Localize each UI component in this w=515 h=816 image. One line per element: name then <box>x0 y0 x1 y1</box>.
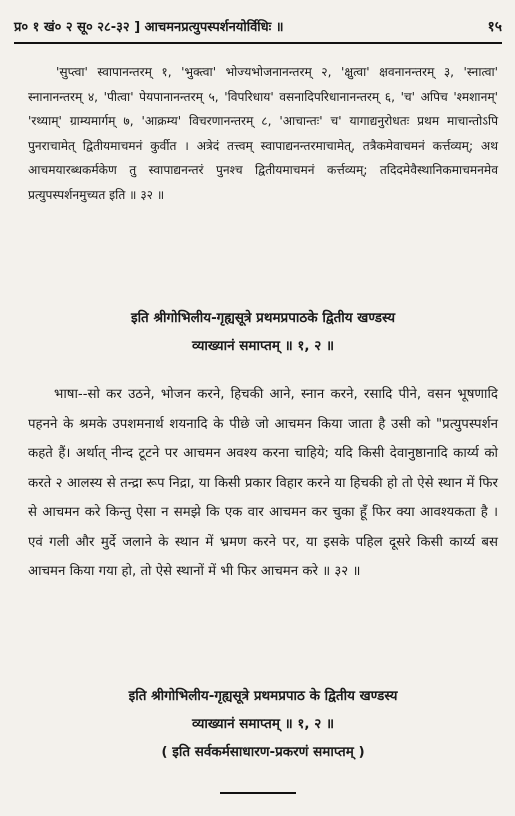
header-rule <box>14 42 502 44</box>
hindi-colophon-line2: व्याख्यानं समाप्तम् ॥ १, २ ॥ <box>191 716 335 732</box>
closing-rule <box>220 792 296 794</box>
sanskrit-commentary: 'सुप्त्वा' स्वापानन्तरम् १, 'भुक्त्वा' भोज्यभोजनानन्तरम् २, 'क्षुत्वा' क्षवनानन्तरम् ३, 'स्नात्वा' स्नानानन्तरम् ४, 'पीत्वा' पेयपानानन्तरम् ५, 'विपरिधाय' वसनादिपरिधानानन्तरम् ६, 'च' अपिच 'श्मशानम्' 'रथ्याम्' ग्राम्यमार्गम् ७, 'आक्रम्य' विचरणानन्तरम् ८, 'आचान्तः' च' यागाद्यनुरोधतः प्रथम माचान्तोऽपि पुनराचामेत् द्वितीयमाचमनं कुर्वीत । अत्रेदं तत्त्वम् स्वापाद्यनन्तरमाचामेत्, तत्रैकमेवाचमनं कर्त्तव्यम्; अथ आचमयारब्धकर्मकेण तु स्वापाद्यनन्तरं पुनश्च द्वितीयमाचमनं कर्त्तव्यम्; तदिदमेवैस्थानिकमाचमनमेव प्रत्युपस्पर्शनमुच्यत इति ॥ ३२ ॥ <box>28 65 498 202</box>
hindi-colophon <box>28 682 498 766</box>
page-number: १५ <box>487 18 502 35</box>
hindi-colophon-line3: ( इति सर्वकर्मसाधारण-प्रकरणं समाप्तम् ) <box>161 744 365 760</box>
hindi-colophon-line1: इति श्रीगोभिलीय-गृह्यसूत्रे प्रथमप्रपाठ के द्वितीय खण्डस्य <box>128 688 398 704</box>
hindi-commentary: भाषा--सो कर उठने, भोजन करने, हिचकी आने, स्नान करने, रसादि पीने, वसन भूषणादि पहनने के श्रमके उपशमनार्थ शयनादि के पीछे जो आचमन किया जाता है उसी को "प्रत्युपस्पर्शन कहते हैं। अर्थात् नीन्द टूटने पर आचमन अवश्य करना चाहिये; यदि किसी देवानुष्ठानादि कार्य्य को करते २ आलस्य से तन्द्रा रूप निद्रा, या किसी प्रकार विहार करने या हिचकी हो तो ऐसे स्थान में फिर से आचमन करे किन्तु ऐसा न समझे कि एक वार आचमन कर चुका हूँ फिर क्या आवश्यकता है । एवं गली और मुर्दे जलाने के स्थान में भ्रमण करने पर, या इसके पहिल दूसरे किसी कार्य्य बस आचमन किया गया हो, तो ऐसे स्थानों में भी फिर आचमन करे ॥ ३२ ॥ <box>28 387 498 579</box>
sanskrit-colophon-line2: व्याख्यानं समाप्तम् ॥ १, २ ॥ <box>191 338 335 354</box>
sanskrit-commentary-block <box>28 60 498 208</box>
sanskrit-colophon <box>28 304 498 360</box>
sanskrit-colophon-line1: इति श्रीगोभिलीय-गृह्यसूत्रे प्रथमप्रपाठके द्वितीय खण्डस्य <box>130 310 396 326</box>
hindi-commentary-block <box>28 380 498 587</box>
running-header <box>14 14 502 38</box>
header-title: प्र० १ खं० २ सू० २८-३२ ] आचमनप्रत्युपस्पर्शनयोर्विधिः ॥ <box>14 20 284 35</box>
